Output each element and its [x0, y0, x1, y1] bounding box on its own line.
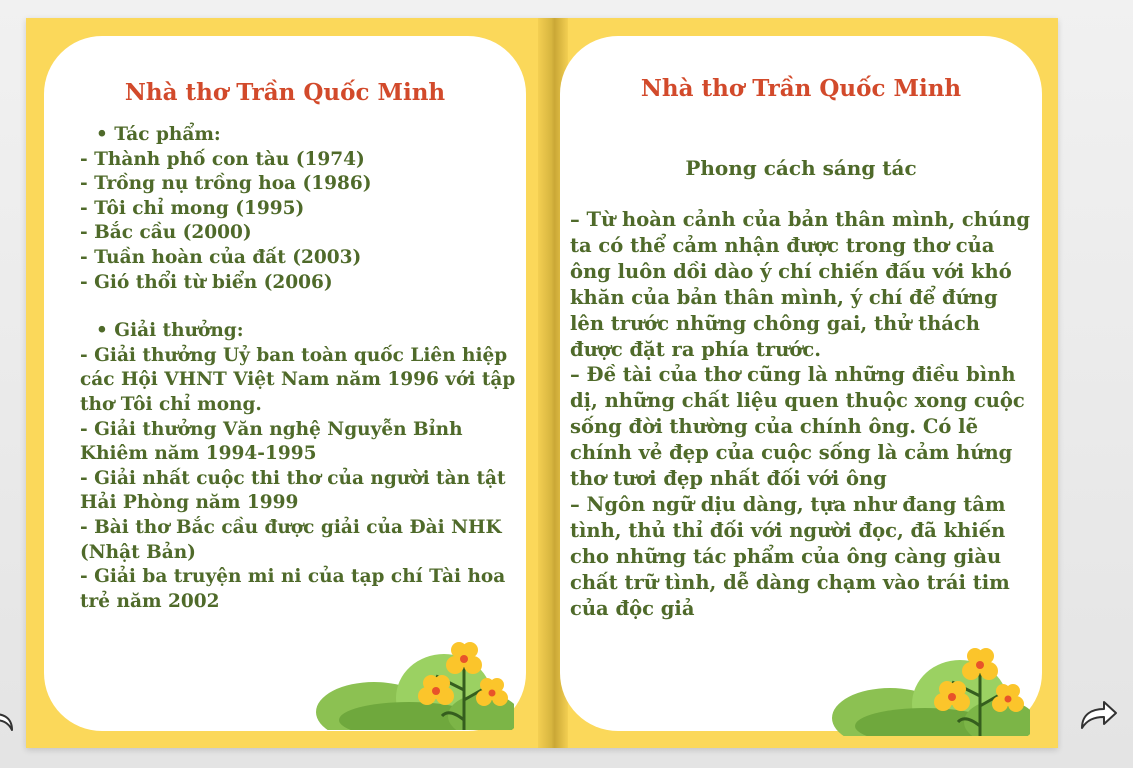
- style-paragraph: – Đề tài của thơ cũng là những điều bình dị, những chất liệu quen thuộc xong cuộc sống đời thường của chính ông. Có lẽ chính vẻ đẹp của cuộc sống là cảm hứng thơ tươi đẹp nhất đối với ông: [570, 363, 1025, 491]
- works-heading: • Tác phẩm:: [96, 124, 221, 145]
- left-page-content: [80, 123, 520, 614]
- awards-item: - Bài thơ Bắc cầu được giải của Đài NHK (Nhật Bản): [80, 516, 502, 563]
- flower-bush-icon: [830, 626, 1030, 736]
- style-paragraph: – Từ hoàn cảnh của bản thân mình, chúng ta có thể cảm nhận được trong thơ của ông luôn dồi dào ý chí chiến đấu với khó khăn của bản thân mình, ý chí để đứng lên trước những chông gai, thử thách được đặt ra phía trước.: [570, 208, 1030, 361]
- right-page-content: [570, 207, 1036, 622]
- awards-item: - Giải ba truyện mi ni của tạp chí Tài hoa trẻ năm 2002: [80, 566, 506, 612]
- left-page-title: Nhà thơ Trần Quốc Minh: [124, 79, 446, 106]
- right-page-title: Nhà thơ Trần Quốc Minh: [640, 75, 962, 102]
- style-paragraph: – Ngôn ngữ dịu dàng, tựa như đang tâm tình, thủ thỉ đối với người đọc, đã khiến cho những tác phẩm của ông càng giàu chất trữ tình, dễ dàng chạm vào trái tim của độc giả: [570, 492, 1010, 620]
- awards-item: - Giải thưởng Văn nghệ Nguyễn Bỉnh Khiêm năm 1994-1995: [80, 418, 463, 465]
- previous-page-arrow-icon[interactable]: [0, 700, 24, 742]
- works-item: - Gió thổi từ biển (2006): [80, 271, 333, 293]
- works-item: - Tuần hoàn của đất (2003): [80, 246, 362, 268]
- awards-item: - Giải thưởng Uỷ ban toàn quốc Liên hiệp các Hội VHNT Việt Nam năm 1996 với tập thơ Tôi chỉ mong.: [80, 344, 516, 415]
- works-item: - Thành phố con tàu (1974): [80, 148, 365, 170]
- next-page-arrow-icon[interactable]: [1078, 694, 1120, 736]
- works-item: - Trồng nụ trồng hoa (1986): [80, 173, 372, 195]
- awards-item: - Giải nhất cuộc thi thơ của người tàn tật Hải Phòng năm 1999: [80, 467, 506, 514]
- works-item: - Bắc cầu (2000): [80, 222, 252, 244]
- flower-bush-icon: [314, 620, 514, 730]
- right-page-subtitle: Phong cách sáng tác: [685, 156, 917, 180]
- works-item: - Tôi chỉ mong (1995): [80, 197, 305, 219]
- awards-heading: • Giải thưởng:: [96, 320, 244, 342]
